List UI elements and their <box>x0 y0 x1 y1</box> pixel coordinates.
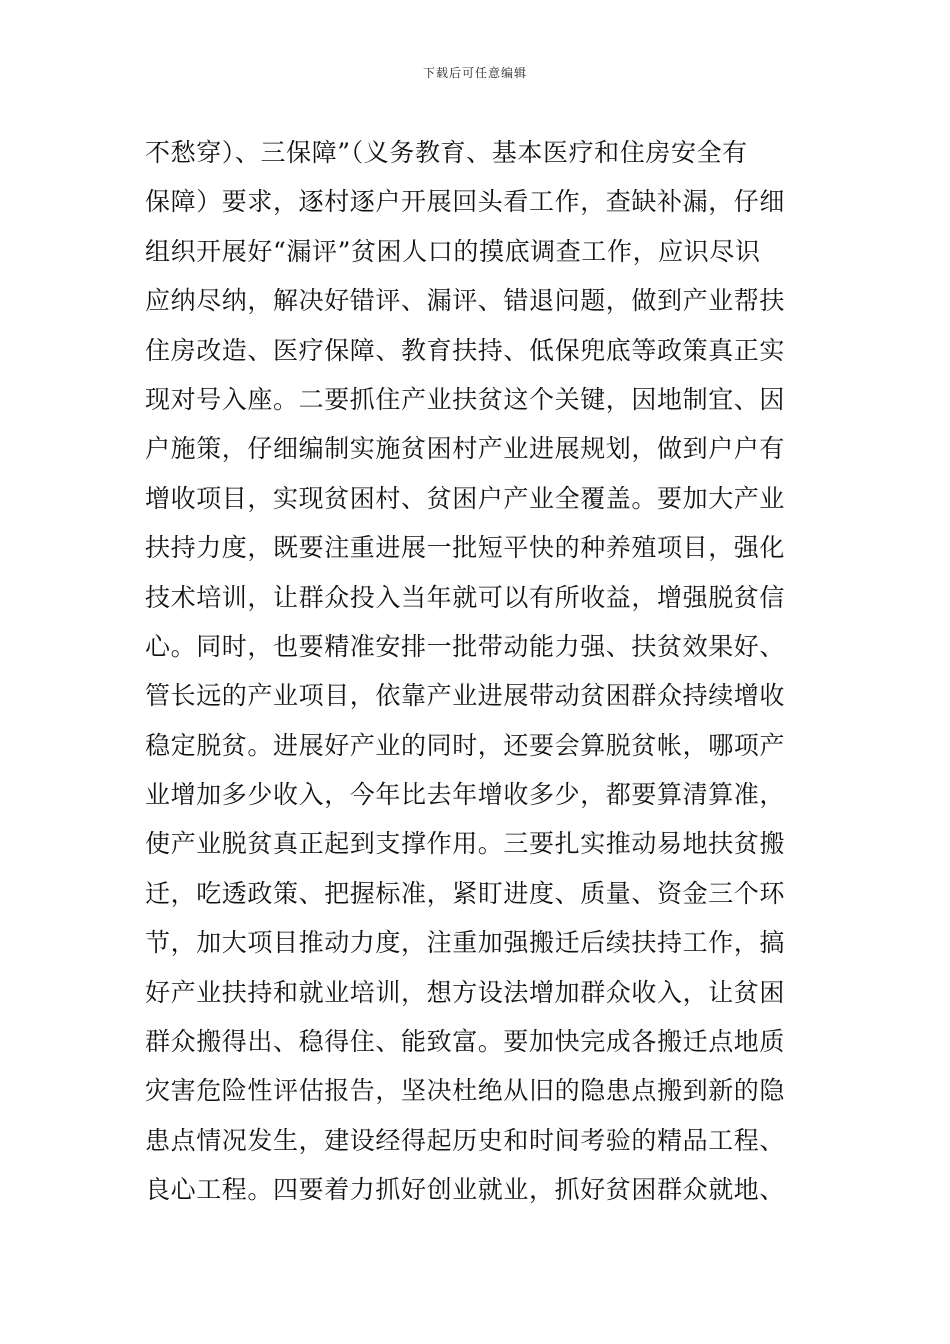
text-line: 增收项目，实现贫困村、贫困户产业全覆盖。要加大产业 <box>145 483 786 513</box>
text-line: 现对号入座。二要抓住产业扶贫这个关键，因地制宜、因 <box>145 384 786 414</box>
text-line: 节，加大项目推动力度，注重加强搬迁后续扶持工作，搞 <box>145 928 786 958</box>
text-line: 技术培训，让群众投入当年就可以有所收益，增强脱贫信 <box>145 582 786 612</box>
text-line: 使产业脱贫真正起到支撑作用。三要扎实推动易地扶贫搬 <box>145 829 786 859</box>
text-line: 不愁穿）、三保障”（义务教育、基本医疗和住房安全有 <box>145 138 748 167</box>
text-line: 住房改造、医疗保障、教育扶持、低保兜底等政策真正实 <box>145 335 786 365</box>
text-line: 应纳尽纳，解决好错评、漏评、错退问题，做到产业帮扶 <box>145 286 786 316</box>
body-text <box>145 128 815 1215</box>
text-line: 业增加多少收入，今年比去年增收多少，都要算清算准， <box>145 780 786 810</box>
text-line: 稳定脱贫。进展好产业的同时，还要会算脱贫帐，哪项产 <box>145 730 786 760</box>
text-line: 灾害危险性评估报告，坚决杜绝从旧的隐患点搬到新的隐 <box>145 1076 786 1106</box>
text-line: 好产业扶持和就业培训，想方设法增加群众收入，让贫困 <box>145 977 786 1007</box>
text-line: 迁，吃透政策、把握标准，紧盯进度、质量、资金三个环 <box>145 878 786 908</box>
text-line: 组织开展好“漏评”贫困人口的摸底调查工作，应识尽识 <box>145 236 761 266</box>
text-line: 保障）要求，逐村逐户开展回头看工作，查缺补漏，仔细 <box>145 187 786 217</box>
text-line: 心。同时，也要精准安排一批带动能力强、扶贫效果好、 <box>145 631 786 661</box>
header-note: 下载后可任意编辑 <box>422 66 527 80</box>
text-line: 管长远的产业项目，依靠产业进展带动贫困群众持续增收 <box>145 681 786 711</box>
text-line: 扶持力度，既要注重进展一批短平快的种养殖项目，强化 <box>145 533 786 563</box>
text-line: 良心工程。四要着力抓好创业就业，抓好贫困群众就地、 <box>145 1175 786 1205</box>
text-line: 患点情况发生，建设经得起历史和时间考验的精品工程、 <box>145 1125 786 1155</box>
text-line: 群众搬得出、稳得住、能致富。要加快完成各搬迁点地质 <box>145 1027 786 1057</box>
text-line: 户施策，仔细编制实施贫困村产业进展规划，做到户户有 <box>145 434 786 464</box>
